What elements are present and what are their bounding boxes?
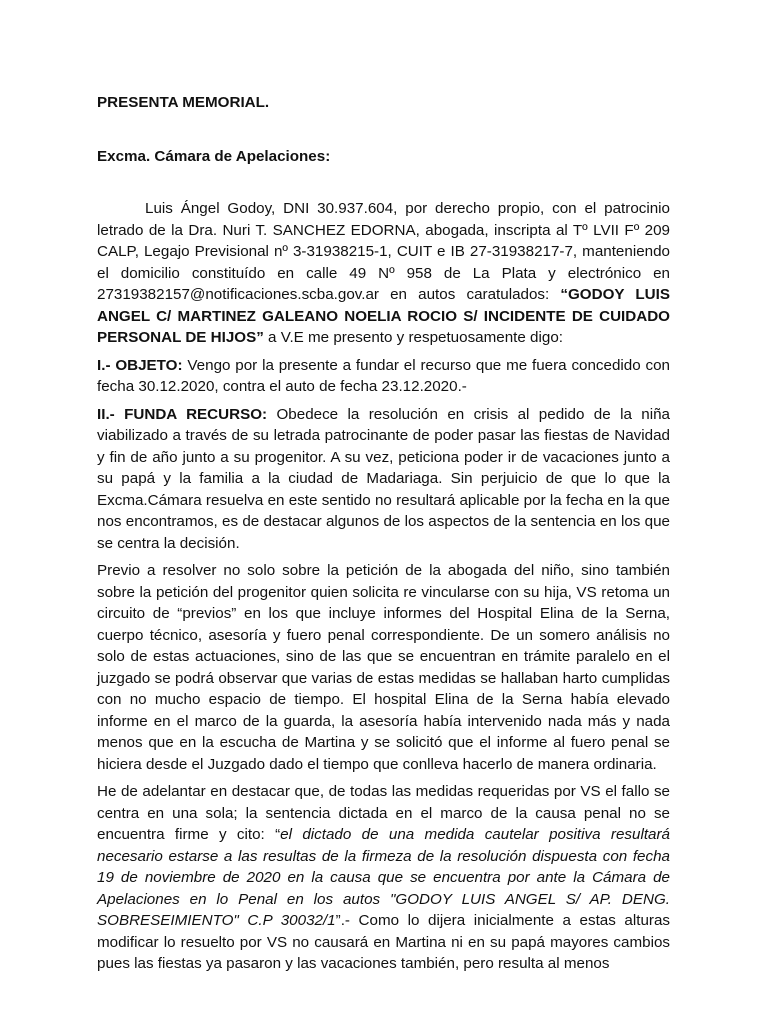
intro-text: Luis Ángel Godoy, DNI 30.937.604, por derecho propio, con el patrocinio letrado de la Dra. Nuri T. SANCHEZ EDORNA, abogada, inscripta al Tº LVII Fº 209 CALP, Legajo Previsional nº 3-31938215-1, CUIT e IB 27-31938217-7, manteniendo el domicilio constituído en calle 49 Nº 958 de La Plata y electrónico en 27319382157@notificaciones.scba.gov.ar en autos caratulados: (97, 200, 670, 303)
objeto-heading: I.- OBJETO: (97, 356, 183, 374)
document-body (97, 198, 670, 981)
funda-heading: II.- FUNDA RECURSO: (97, 405, 268, 423)
document-title: PRESENTA MEMORIAL. (97, 94, 270, 111)
funda-text: Obedece la resolución en crisis al pedido de la niña viabilizado a través de su letrada patrocinante de poder pasar las fiestas de Navidad y fin de año junto a su progenitor. A su vez, peticiona poder ir de vacaciones junto a su papá y la familia a la ciudad de Madariaga. Sin perjuicio de que lo que la Excma.Cámara resuelva en este sentido no resultará aplicable por la fecha en la que nos encontramos, es de destacar algunos de los aspectos de la sentencia en los que se centra la decisión. (97, 405, 671, 552)
intro-paragraph (97, 198, 670, 349)
objeto-paragraph (97, 355, 670, 398)
adelantar-paragraph (97, 781, 670, 975)
intro-closing: a V.E me presento y respetuosamente digo: (263, 329, 563, 346)
previo-paragraph: Previo a resolver no solo sobre la petición de la abogada del niño, sino también sobre la petición del progenitor quien solicita re vincularse con su hija, VS retoma un circuito de “previos” en los que incluye informes del Hospital Elina de la Serna, cuerpo técnico, asesoría y fuero penal correspondiente. De un somero análisis no solo de estas actuaciones, sino de las que se encuentran en trámite paralelo en el juzgado se podrá observar que varias de estas medidas se hallaban harto cumplidas con no mucho espacio de tiempo. El hospital Elina de la Serna había elevado informe en el marco de la guarda, la asesoría había intervenido nada más y nada menos que en la escucha de Martina y se solicitó que el informe al fuero penal se hiciera desde el Juzgado dado el tiempo que conlleva hacerlo de manera ordinaria. (97, 562, 670, 773)
adelantar-continuation: ”.- Como lo dijera inicialmente a estas alturas modificar lo resuelto por VS no causará en Martina ni en su papá mayores cambios pues las fiestas ya pasaron y las vacaciones también, pero resulta al menos (97, 912, 670, 972)
case-title: “GODOY LUIS ANGEL C/ MARTINEZ GALEANO NOELIA ROCIO S/ INCIDENTE DE CUIDADO PERSONAL DE HIJOS” (97, 286, 671, 346)
objeto-text: Vengo por la presente a fundar el recurso que me fuera concedido con fecha 30.12.2020, contra el auto de fecha 23.12.2020.- (97, 356, 671, 395)
adelantar-text: He de adelantar en destacar que, de todas las medidas requeridas por VS el fallo se centra en una sola; la sentencia dictada en el marco de la causa penal no se encuentra firme y cito: “ (97, 783, 670, 843)
quoted-ruling: el dictado de una medida cautelar positiva resultará necesario estarse a las resultas de la firmeza de la resolución dispuesta con fecha 19 de noviembre de 2020 en la causa que se encuentra por ante la Cámara de Apelaciones en lo Penal en los autos "GODOY LUIS ANGEL S/ AP. DENG. SOBRESEIMIENTO" C.P 30032/1 (97, 826, 670, 929)
addressee-heading: Excma. Cámara de Apelaciones: (97, 148, 331, 165)
funda-paragraph (97, 404, 670, 555)
